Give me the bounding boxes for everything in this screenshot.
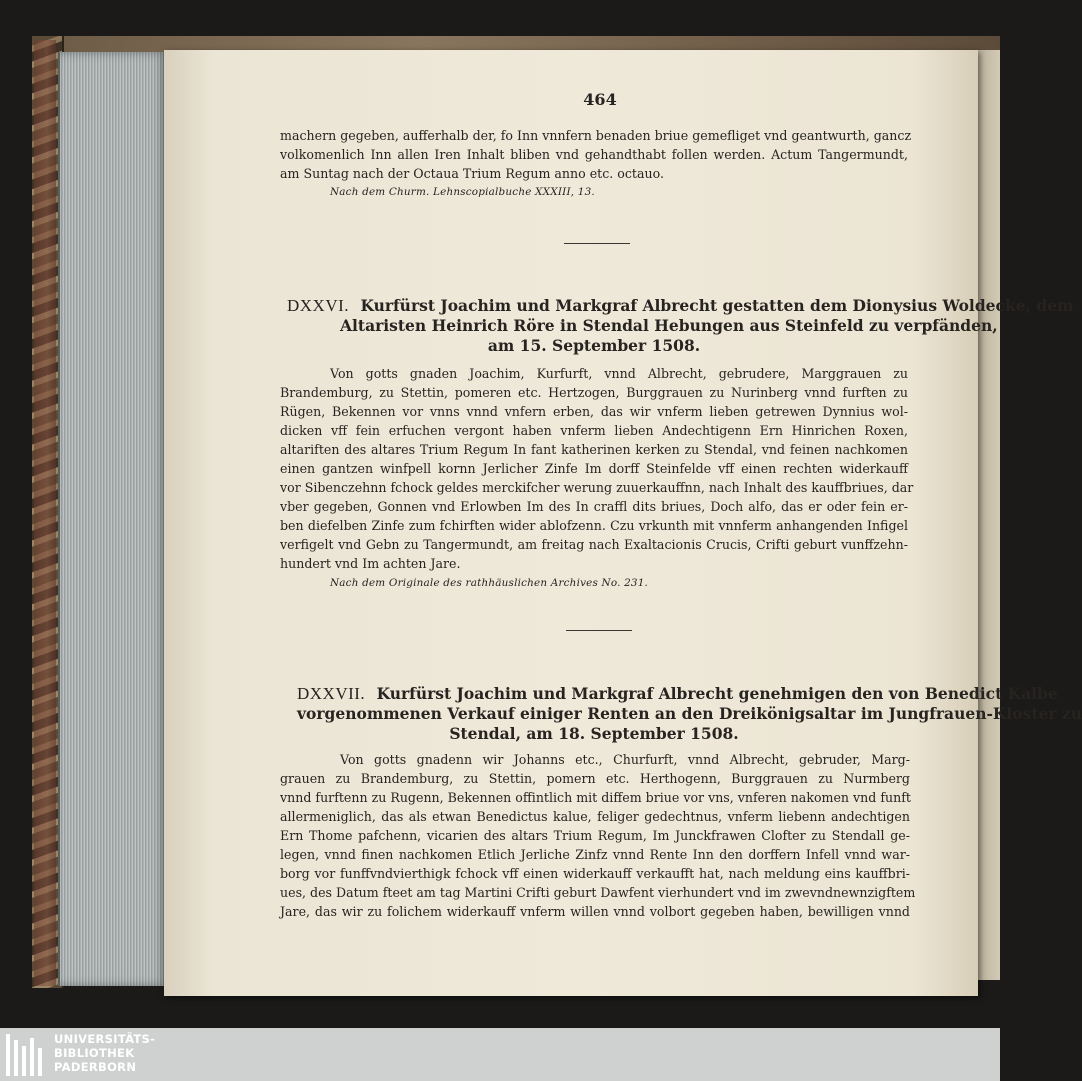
- doc-heading-line2: vorgenommenen Verkauf einiger Renten an den Dreikönigsaltar im Jungfrauen-Kloster zu: [297, 704, 1082, 723]
- library-logo-icon: [6, 1034, 46, 1076]
- doc-text-line: Ern Thome pafchenn, vicarien des altars Trium Regum, Im Junckfrawen Clofter zu Stendall ge-: [280, 828, 910, 843]
- page-number: 464: [583, 90, 617, 109]
- library-name-line: UNIVERSITÄTS-: [54, 1032, 156, 1046]
- doc-title: Kurfürst Joachim und Markgraf Albrecht gestatten dem Dionysius Woldecke, dem: [360, 296, 1074, 315]
- doc-text-line: borg vor funffvndvierthigk fchock vff einen widerkauff verkaufft hat, nach meldung eins kauffbri-: [280, 866, 910, 881]
- doc-text-line: hundert vnd Im achten Jare.: [280, 556, 461, 571]
- doc-heading-line1: [287, 296, 1074, 316]
- doc-text-line: legen, vnnd finen nachkomen Etlich Jerliche Zinfz vnnd Rente Inn den dorffern Infell vnnd war-: [280, 847, 910, 862]
- doc-date: am 15. September 1508.: [487, 336, 701, 355]
- doc-text-line: vor Sibenczehnn fchock geldes merckifcher werung zuuerkauffnn, nach Inhalt des kauffbriues, dar: [280, 480, 914, 495]
- doc-text-line: vber gegeben, Gonnen vnd Erlowben Im des In craffl dits briues, Doch alfo, das er oder fein er-: [280, 499, 908, 514]
- doc-text-line: vnnd furftenn zu Rugenn, Bekennen offintlich mit diffem briue vor vns, vnferen nakomen vnd funft: [280, 790, 911, 805]
- doc-text-line: Jare, das wir zu folichem widerkauff vnferm willen vnnd volbort gegeben haben, bewilligen vnnd: [280, 904, 910, 919]
- doc-text-line: einen gantzen winfpell kornn Jerlicher Zinfe Im dorff Steinfelde vff einen rechten widerkauff: [280, 461, 908, 476]
- intro-line: machern gegeben, aufferhalb der, fo Inn vnnfern benaden briue gemefliget vnd geantwurth, gancz: [280, 128, 912, 143]
- library-footer: [0, 1028, 1000, 1081]
- doc-number: DXXVII.: [297, 684, 366, 703]
- library-name: [54, 1032, 155, 1074]
- section-divider: [566, 630, 632, 631]
- intro-line: am Suntag nach der Octaua Trium Regum anno etc. octauo.: [280, 166, 664, 181]
- doc-heading-line1: [297, 684, 1058, 704]
- section-divider: [564, 243, 630, 244]
- doc-text-line: dicken vff fein erfuchen vergont haben vnferm lieben Andechtigenn Ern Hinrichen Roxen,: [280, 423, 908, 438]
- intro-line: volkomenlich Inn allen Iren Inhalt bliben vnd gehandthabt follen werden. Actum Tangermundt,: [280, 147, 908, 162]
- doc-text-line: ues, des Datum fteet am tag Martini Crifti geburt Dawfent vierhundert vnd im zwevndnewnzigftem: [280, 885, 916, 900]
- doc-number: DXXVI.: [287, 296, 350, 315]
- doc-text-line: verfigelt vnd Gebn zu Tangermundt, am freitag nach Exaltacionis Crucis, Crifti geburt vunffzehn-: [280, 537, 908, 552]
- doc-text-line: Brandemburg, zu Stettin, pomeren etc. Hertzogen, Burggrauen zu Nurinberg vnnd furften zu: [280, 385, 908, 400]
- doc-heading-line3: Stendal, am 18. September 1508.: [449, 724, 739, 743]
- intro-source-note: Nach dem Churm. Lehnscopialbuche XXXIII, 13.: [330, 186, 595, 198]
- library-name-line: BIBLIOTHEK: [54, 1046, 135, 1060]
- doc-text-line: Von gotts gnadenn wir Johanns etc., Churfurft, vnnd Albrecht, gebruder, Marg-: [340, 752, 910, 767]
- library-name-line: PADERBORN: [54, 1060, 137, 1074]
- doc-text-line: altariften des altares Trium Regum In fant katherinen kerken zu Stendal, vnd feinen nachkomen: [280, 442, 908, 457]
- doc-text-line: allermeniglich, das als etwan Benedictus kalue, feliger gedechtnus, vnferm liebenn andechtigen: [280, 809, 910, 824]
- doc-text-line: grauen zu Brandemburg, zu Stettin, pomern etc. Herthogenn, Burggrauen zu Nurmberg: [280, 771, 910, 786]
- doc-title: Kurfürst Joachim und Markgraf Albrecht genehmigen den von Benedict Kalbe: [376, 684, 1058, 703]
- doc-source-note: Nach dem Originale des rathhäuslichen Archives No. 231.: [330, 577, 649, 589]
- doc-text-line: ben diefelben Zinfe zum fchirften wider ablofzenn. Czu vrkunth mit vnnferm anhangenden Infigel: [280, 518, 908, 533]
- doc-text-line: Rügen, Bekennen vor vnns vnnd vnfern erben, das wir vnferm lieben getrewen Dynnius wol-: [280, 404, 908, 419]
- doc-heading-line2: Altaristen Heinrich Röre in Stendal Hebungen aus Steinfeld zu verpfänden,: [340, 316, 998, 335]
- doc-text-line: Von gotts gnaden Joachim, Kurfurft, vnnd Albrecht, gebrudere, Marggrauen zu: [330, 366, 908, 381]
